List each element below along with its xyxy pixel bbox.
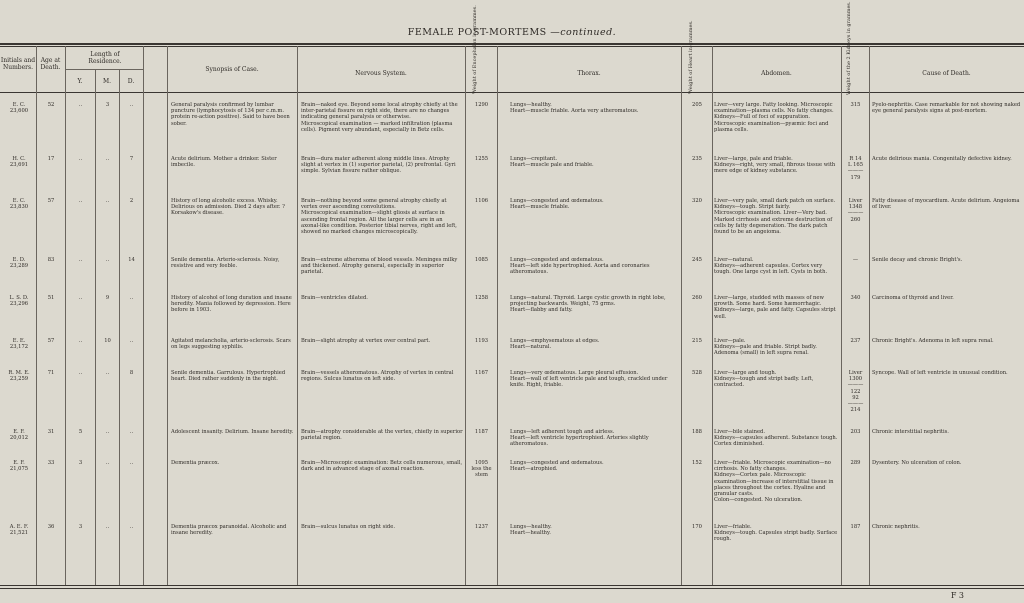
page-title: FEMALE POST-MORTEMS —continued. xyxy=(407,27,617,38)
cell-abdomen: Liver—large and tough. Kidneys—tough and stript badly. Left, contracted. xyxy=(714,370,814,389)
cell-abdomen: Liver—very large. Fatty looking. Microscopic examination—plasma cells. No fatty changes. Kidneys—Full of foci of suppuration. Microscopic examination—pyæmic foci and plasma cells. xyxy=(714,102,834,133)
cell-m: 9 xyxy=(105,295,110,301)
cell-heart: 215 xyxy=(692,338,702,344)
cell-y: .. xyxy=(78,257,83,263)
cell-m: 10 xyxy=(104,338,111,344)
header-days: D. xyxy=(127,78,135,85)
page-number: F 3 xyxy=(950,591,964,600)
header-rule xyxy=(0,92,1024,93)
col-divider xyxy=(497,46,498,585)
cell-kidney: 237 xyxy=(850,338,861,344)
cell-enc: 1237 xyxy=(474,524,489,530)
cell-heart: 170 xyxy=(692,524,702,530)
cell-d: .. xyxy=(129,429,134,435)
cell-m: .. xyxy=(105,370,110,376)
top-rule xyxy=(0,43,1024,45)
cell-thorax: Lungs—emphysematous at edges. Heart—natural. xyxy=(510,338,600,351)
cell-nervous: Brain—slight atrophy at vertex over central part. xyxy=(301,338,431,344)
cell-cause: Fatty disease of myocardium. Acute delirium. Angeioma of liver. xyxy=(872,198,1020,211)
header-kidney-weight: Weight of the 2 Kidneys in grammes. xyxy=(846,1,852,95)
cell-thorax: Lungs—healthy. Heart—muscle friable. Aorta very atheromatous. xyxy=(510,102,639,115)
cell-m: .. xyxy=(105,460,110,466)
col-divider xyxy=(681,46,682,585)
cell-id: E. F. 20,012 xyxy=(9,429,29,442)
header-heart-weight: Weight of Heart in grammes. xyxy=(688,20,694,94)
cell-nervous: Brain—Microscopic examination: Betz cells numerous, small, dark and in advanced stage of axonal reaction. xyxy=(301,460,463,473)
cell-y: .. xyxy=(78,156,83,162)
col-divider xyxy=(119,69,120,585)
header-thorax: Thorax. xyxy=(577,70,601,77)
cell-nervous: Brain—naked eye. Beyond some local atrophy chiefly at the inter-parietal fissure on right side, there are no changes indicating general paralysis or otherwise. Microscopical examination — marked infiltration (plasma cells). Pigment very abundant, especially in Betz cells. xyxy=(301,102,458,133)
cell-synopsis: Senile dementia. Garrulous. Hypertrophied heart. Died rather suddenly in the night. xyxy=(171,370,286,383)
cell-nervous: Brain—ventricles dilated. xyxy=(301,295,368,301)
col-divider xyxy=(712,46,713,585)
top-rule-thin xyxy=(0,46,1024,47)
bottom-rule-thin xyxy=(0,588,1024,589)
cell-thorax: Lungs—left adherent tough and airless. Heart—left ventricle hypertrophied. Arteries slightly atheromatous. xyxy=(510,429,649,448)
cell-nervous: Brain—sulcus lunatus on right side. xyxy=(301,524,395,530)
cell-kidney: Liver 1348 ——— 260 xyxy=(847,198,864,223)
cell-age: 57 xyxy=(47,198,55,204)
cell-cause: Carcinoma of thyroid and liver. xyxy=(872,295,954,301)
header-cause: Cause of Death. xyxy=(922,70,971,77)
cell-y: .. xyxy=(78,338,83,344)
cell-d: .. xyxy=(129,524,134,530)
cell-synopsis: Senile dementia. Arterio-sclerosis. Noisy, resistive and very feeble. xyxy=(171,257,280,270)
cell-kidney: Liver 1300 ——— 122 92 ——— 214 xyxy=(847,370,864,414)
cell-kidney: 187 xyxy=(850,524,861,530)
cell-kidney: 203 xyxy=(850,429,861,435)
cell-synopsis: Adolescent insanity. Delirium. Insane heredity. xyxy=(171,429,294,435)
cell-d: 8 xyxy=(129,370,134,376)
col-divider xyxy=(95,69,96,585)
cell-age: 36 xyxy=(47,524,55,530)
cell-heart: 235 xyxy=(692,156,702,162)
cell-d: 7 xyxy=(129,156,134,162)
cell-d: .. xyxy=(129,338,134,344)
col-divider xyxy=(65,46,66,585)
cell-kidney: 289 xyxy=(850,460,861,466)
cell-heart: 320 xyxy=(692,198,702,204)
col-divider xyxy=(167,46,168,585)
header-residence: Length of Residence. xyxy=(88,51,122,65)
cell-abdomen: Liver—bile stained. Kidneys—capsules adherent. Substance tough. Cortex diminished. xyxy=(714,429,838,448)
cell-enc: 1193 xyxy=(474,338,489,344)
cell-cause: Pyelo-nephritis. Case remarkable for not showing naked eye general paralysis signs at post-mortem. xyxy=(872,102,1021,115)
header-months: M. xyxy=(102,78,112,85)
cell-d: .. xyxy=(129,102,134,108)
cell-thorax: Lungs—crepitant. Heart—muscle pale and friable. xyxy=(510,156,594,169)
cell-enc: 1290 xyxy=(474,102,489,108)
col-divider xyxy=(297,46,298,585)
bottom-rule xyxy=(0,585,1024,586)
cell-kidney: — xyxy=(852,257,859,263)
cell-age: 33 xyxy=(47,460,55,466)
cell-cause: Chronic Bright's. Adenoma in left supra renal. xyxy=(872,338,994,344)
cell-age: 57 xyxy=(47,338,55,344)
cell-synopsis: History of long alcoholic excess. Whisky. Delirious on admission. Died 2 days after. ? Korsakow's disease. xyxy=(171,198,285,217)
cell-d: .. xyxy=(129,460,134,466)
cell-m: .. xyxy=(105,198,110,204)
cell-cause: Syncope. Wall of left ventricle in unusual condition. xyxy=(872,370,1008,376)
cell-heart: 188 xyxy=(692,429,702,435)
col-divider xyxy=(36,46,37,585)
cell-synopsis: Agitated melancholia, arterio-sclerosis. Scars on legs suggesting syphilis. xyxy=(171,338,291,351)
cell-cause: Chronic nephritis. xyxy=(872,524,920,530)
cell-cause: Acute delirious mania. Congenitally defective kidney. xyxy=(872,156,1012,162)
header-synopsis: Synopsis of Case. xyxy=(205,66,259,73)
cell-id: E. F. 21,075 xyxy=(9,460,29,473)
cell-abdomen: Liver—very pale, small dark patch on surface. Kidneys—tough. Stript fairly. Microscopic examination. Liver—Very bad. Marked cirrhosis and extreme destruction of cells by fatty degeneration. The dark patch found to be an angeioma. xyxy=(714,198,836,236)
cell-enc: 1106 xyxy=(474,198,489,204)
cell-y: .. xyxy=(78,370,83,376)
header-years: Y. xyxy=(77,78,83,85)
cell-abdomen: Liver—large, studded with masses of new growth. Some hard. Some hæmorrhagic. Kidneys—large, pale and fatty. Capsules stript well. xyxy=(714,295,836,320)
cell-age: 83 xyxy=(47,257,55,263)
cell-y: .. xyxy=(78,198,83,204)
cell-cause: Dysentery. No ulceration of colon. xyxy=(872,460,962,466)
header-age: Age at Death. xyxy=(40,57,61,71)
cell-id: H. C. 23,691 xyxy=(9,156,29,169)
header-initials: Initials and Numbers. xyxy=(0,57,36,71)
cell-enc: 1255 xyxy=(474,156,489,162)
col-divider xyxy=(465,46,466,585)
header-encephalon-weight: Weight of Encephalon in grammes. xyxy=(472,5,478,94)
cell-y: .. xyxy=(78,295,83,301)
cell-nervous: Brain—nothing beyond some general atrophy chiefly at vertex over ascending convolutions. Microscopical examination—slight gliosis at surface in ascending frontal region. All the larger cells are in an axonal-like condition. Posterior tibial nerves, right and left, showed no marked changes microscopically. xyxy=(301,198,457,236)
cell-thorax: Lungs—congested and œdematous. Heart—left side hypertrophied. Aorta and coronaries atheromatous. xyxy=(510,257,650,276)
cell-cause: Chronic interstitial nephritis. xyxy=(872,429,949,435)
cell-abdomen: Liver—friable. Kidneys—tough. Capsules stript badly. Surface rough. xyxy=(714,524,838,543)
residence-subrule xyxy=(65,69,143,70)
cell-thorax: Lungs—congested and œdematous. Heart—atrophied. xyxy=(510,460,604,473)
cell-enc: 1167 xyxy=(474,370,489,376)
header-abdomen: Abdomen. xyxy=(761,70,792,77)
cell-cause: Senile decay and chronic Bright's. xyxy=(872,257,963,263)
cell-y: 3 xyxy=(78,460,83,466)
cell-heart: 205 xyxy=(692,102,702,108)
cell-m: .. xyxy=(105,156,110,162)
cell-synopsis: Dementia præcox paranoidal. Alcoholic and insane heredity. xyxy=(171,524,287,537)
cell-y: .. xyxy=(78,102,83,108)
cell-nervous: Brain—vessels atheromatous. Atrophy of vertex in central regions. Sulcus lunatus on left side. xyxy=(301,370,454,383)
cell-age: 17 xyxy=(47,156,55,162)
cell-age: 71 xyxy=(47,370,55,376)
cell-abdomen: Liver—friable. Microscopic examination—no cirrhosis. No fatty changes. Kidneys—Cortex pale. Microscopic examination—increase of interstitial tissue in places throughout the cortex. Hyaline and granular casts. Colon—congested. No ulceration. xyxy=(714,460,834,504)
cell-synopsis: Dementia præcox. xyxy=(171,460,220,466)
cell-nervous: Brain—extreme atheroma of blood vessels. Meninges milky and thickened. Atrophy general, especially in superior parietal. xyxy=(301,257,458,276)
cell-m: .. xyxy=(105,524,110,530)
cell-thorax: Lungs—natural. Thyroid. Large cystic growth in right lobe, projecting backwards. Weight, 75 grms. Heart—flabby and fatty. xyxy=(510,295,666,314)
col-divider xyxy=(841,46,842,585)
cell-enc: 1085 xyxy=(474,257,489,263)
cell-heart: 152 xyxy=(692,460,702,466)
cell-kidney: R 14 L 165 ——— 179 xyxy=(847,156,864,181)
cell-heart: 260 xyxy=(692,295,702,301)
cell-id: L. S. D. 23,296 xyxy=(9,295,29,308)
cell-nervous: Brain—atrophy considerable at the vertex, chiefly in superior parietal region. xyxy=(301,429,463,442)
cell-abdomen: Liver—pale. Kidneys—pale and friable. Stript badly. Adenoma (small) in left supra renal. xyxy=(714,338,817,357)
cell-m: .. xyxy=(105,429,110,435)
cell-kidney: 315 xyxy=(850,102,861,108)
cell-age: 52 xyxy=(47,102,55,108)
cell-id: E. E. 23,172 xyxy=(9,338,29,351)
cell-enc: 1095 less the stem xyxy=(471,460,492,479)
header-nervous: Nervous System. xyxy=(355,70,407,77)
cell-id: E. D. 23,289 xyxy=(9,257,29,270)
cell-heart: 245 xyxy=(692,257,702,263)
cell-enc: 1258 xyxy=(474,295,489,301)
col-divider xyxy=(869,46,870,585)
cell-d: .. xyxy=(129,295,134,301)
cell-id: A. E. F. 21,521 xyxy=(9,524,29,537)
cell-m: .. xyxy=(105,257,110,263)
cell-kidney: 340 xyxy=(850,295,861,301)
cell-id: R. M. E. 23,259 xyxy=(8,370,30,383)
cell-nervous: Brain—dura mater adherent along middle lines. Atrophy slight at vertex in (1) superior parietal, (2) prefrontal. Gyri simple. Sylvian fissure rather oblique. xyxy=(301,156,456,175)
cell-d: 14 xyxy=(128,257,135,263)
cell-id: E. C. 23,830 xyxy=(9,198,29,211)
cell-id: E. C. 23,600 xyxy=(9,102,29,115)
cell-abdomen: Liver—natural. Kidneys—adherent capsules. Cortex very tough. One large cyst in left. Cysts in both. xyxy=(714,257,828,276)
cell-abdomen: Liver—large, pale and friable. Kidneys—right, very small, fibrous tissue with mere edge of kidney substance. xyxy=(714,156,836,175)
cell-synopsis: Acute delirium. Mother a drinker. Sister imbecile. xyxy=(171,156,277,169)
cell-d: 2 xyxy=(129,198,134,204)
cell-y: 3 xyxy=(78,524,83,530)
cell-age: 31 xyxy=(47,429,55,435)
cell-synopsis: History of alcohol of long duration and insane heredity. Mania followed by depression. Here before in 1903. xyxy=(171,295,292,314)
cell-synopsis: General paralysis confirmed by lumbar puncture (lymphocytosis of 134 per c.m.m. protein re-action positive). Said to have been sober. xyxy=(171,102,290,127)
cell-y: 5 xyxy=(78,429,83,435)
cell-thorax: Lungs—very œdematous. Large pleural effusion. Heart—wall of left ventricle pale and tough, crackled under knife. Right, friable. xyxy=(510,370,668,389)
cell-heart: 528 xyxy=(692,370,702,376)
cell-m: 3 xyxy=(105,102,110,108)
cell-thorax: Lungs—healthy. Heart—healthy. xyxy=(510,524,552,537)
cell-age: 51 xyxy=(47,295,55,301)
col-divider xyxy=(143,46,144,585)
cell-enc: 1187 xyxy=(474,429,489,435)
cell-thorax: Lungs—congested and œdematous. Heart—muscle friable. xyxy=(510,198,604,211)
